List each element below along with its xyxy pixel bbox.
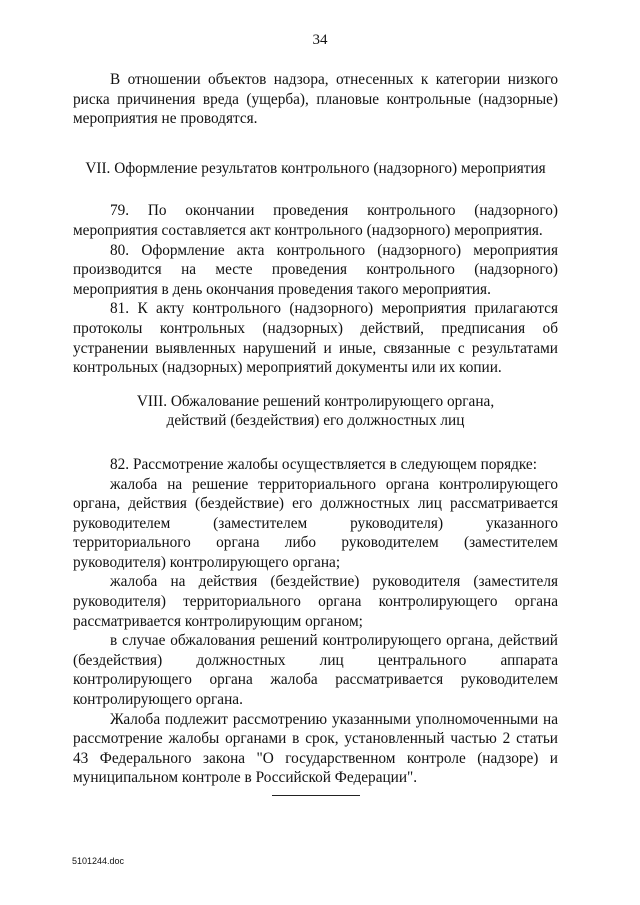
- paragraph-82: 82. Рассмотрение жалобы осуществляется в следующем порядке:: [110, 455, 537, 473]
- document-id: 5101244.doc: [72, 856, 125, 866]
- paragraph-82-item-3: в случае обжалования решений контролирующего органа, действий (бездействия) должностных лиц центрального аппарата контролирующего органа жалоба рассматривается руководителем контролирующего органа.: [73, 632, 558, 709]
- paragraph-80: 80. Оформление акта контрольного (надзорного) мероприятия производится на месте проведения контрольного (надзорного) мероприятия в день окончания проведения такого мероприятия.: [73, 241, 558, 298]
- intro-paragraph: В отношении объектов надзора, отнесенных к категории низкого риска причинения вреда (ущерба), плановые контрольные (надзорные) мероприятия не проводятся.: [73, 71, 558, 128]
- page-content: [73, 70, 558, 788]
- paragraph-complaint-term: Жалоба подлежит рассмотрению указанными уполномоченными на рассмотрение жалобы органами в срок, установленный частью 2 статьи 43 Федерального закона "О государственном контроле (надзоре) и муниципальном контроле в Российской Федерации".: [73, 710, 558, 787]
- end-divider: [272, 795, 360, 796]
- section-7-heading: VII. Оформление результатов контрольного (надзорного) мероприятия: [85, 159, 546, 177]
- paragraph-79: 79. По окончании проведения контрольного (надзорного) мероприятия составляется акт контрольного (надзорного) мероприятия.: [73, 202, 558, 239]
- page-number: 34: [312, 32, 328, 48]
- paragraph-81: 81. К акту контрольного (надзорного) мероприятия прилагаются протоколы контрольных (надзорных) действий, предписания об устранении выявленных нарушений и иные, связанные с результатами контрольных (надзорных) мероприятий документы или их копии.: [73, 300, 558, 377]
- section-8-heading-line-1: VIII. Обжалование решений контролирующего органа,: [136, 392, 495, 410]
- paragraph-82-item-2: жалоба на действия (бездействие) руководителя (заместителя руководителя) территориального органа контролирующего органа рассматривается контролирующим органом;: [73, 573, 558, 630]
- section-8-heading-line-2: действий (бездействия) его должностных лиц: [166, 412, 465, 430]
- paragraph-82-item-1: жалоба на решение территориального органа контролирующего органа, действия (бездействие) его должностных лиц рассматривается руководителем (заместителем руководителя) указанного территориального органа либо руководителем (заместителем руководителя) контролирующего органа;: [73, 475, 558, 571]
